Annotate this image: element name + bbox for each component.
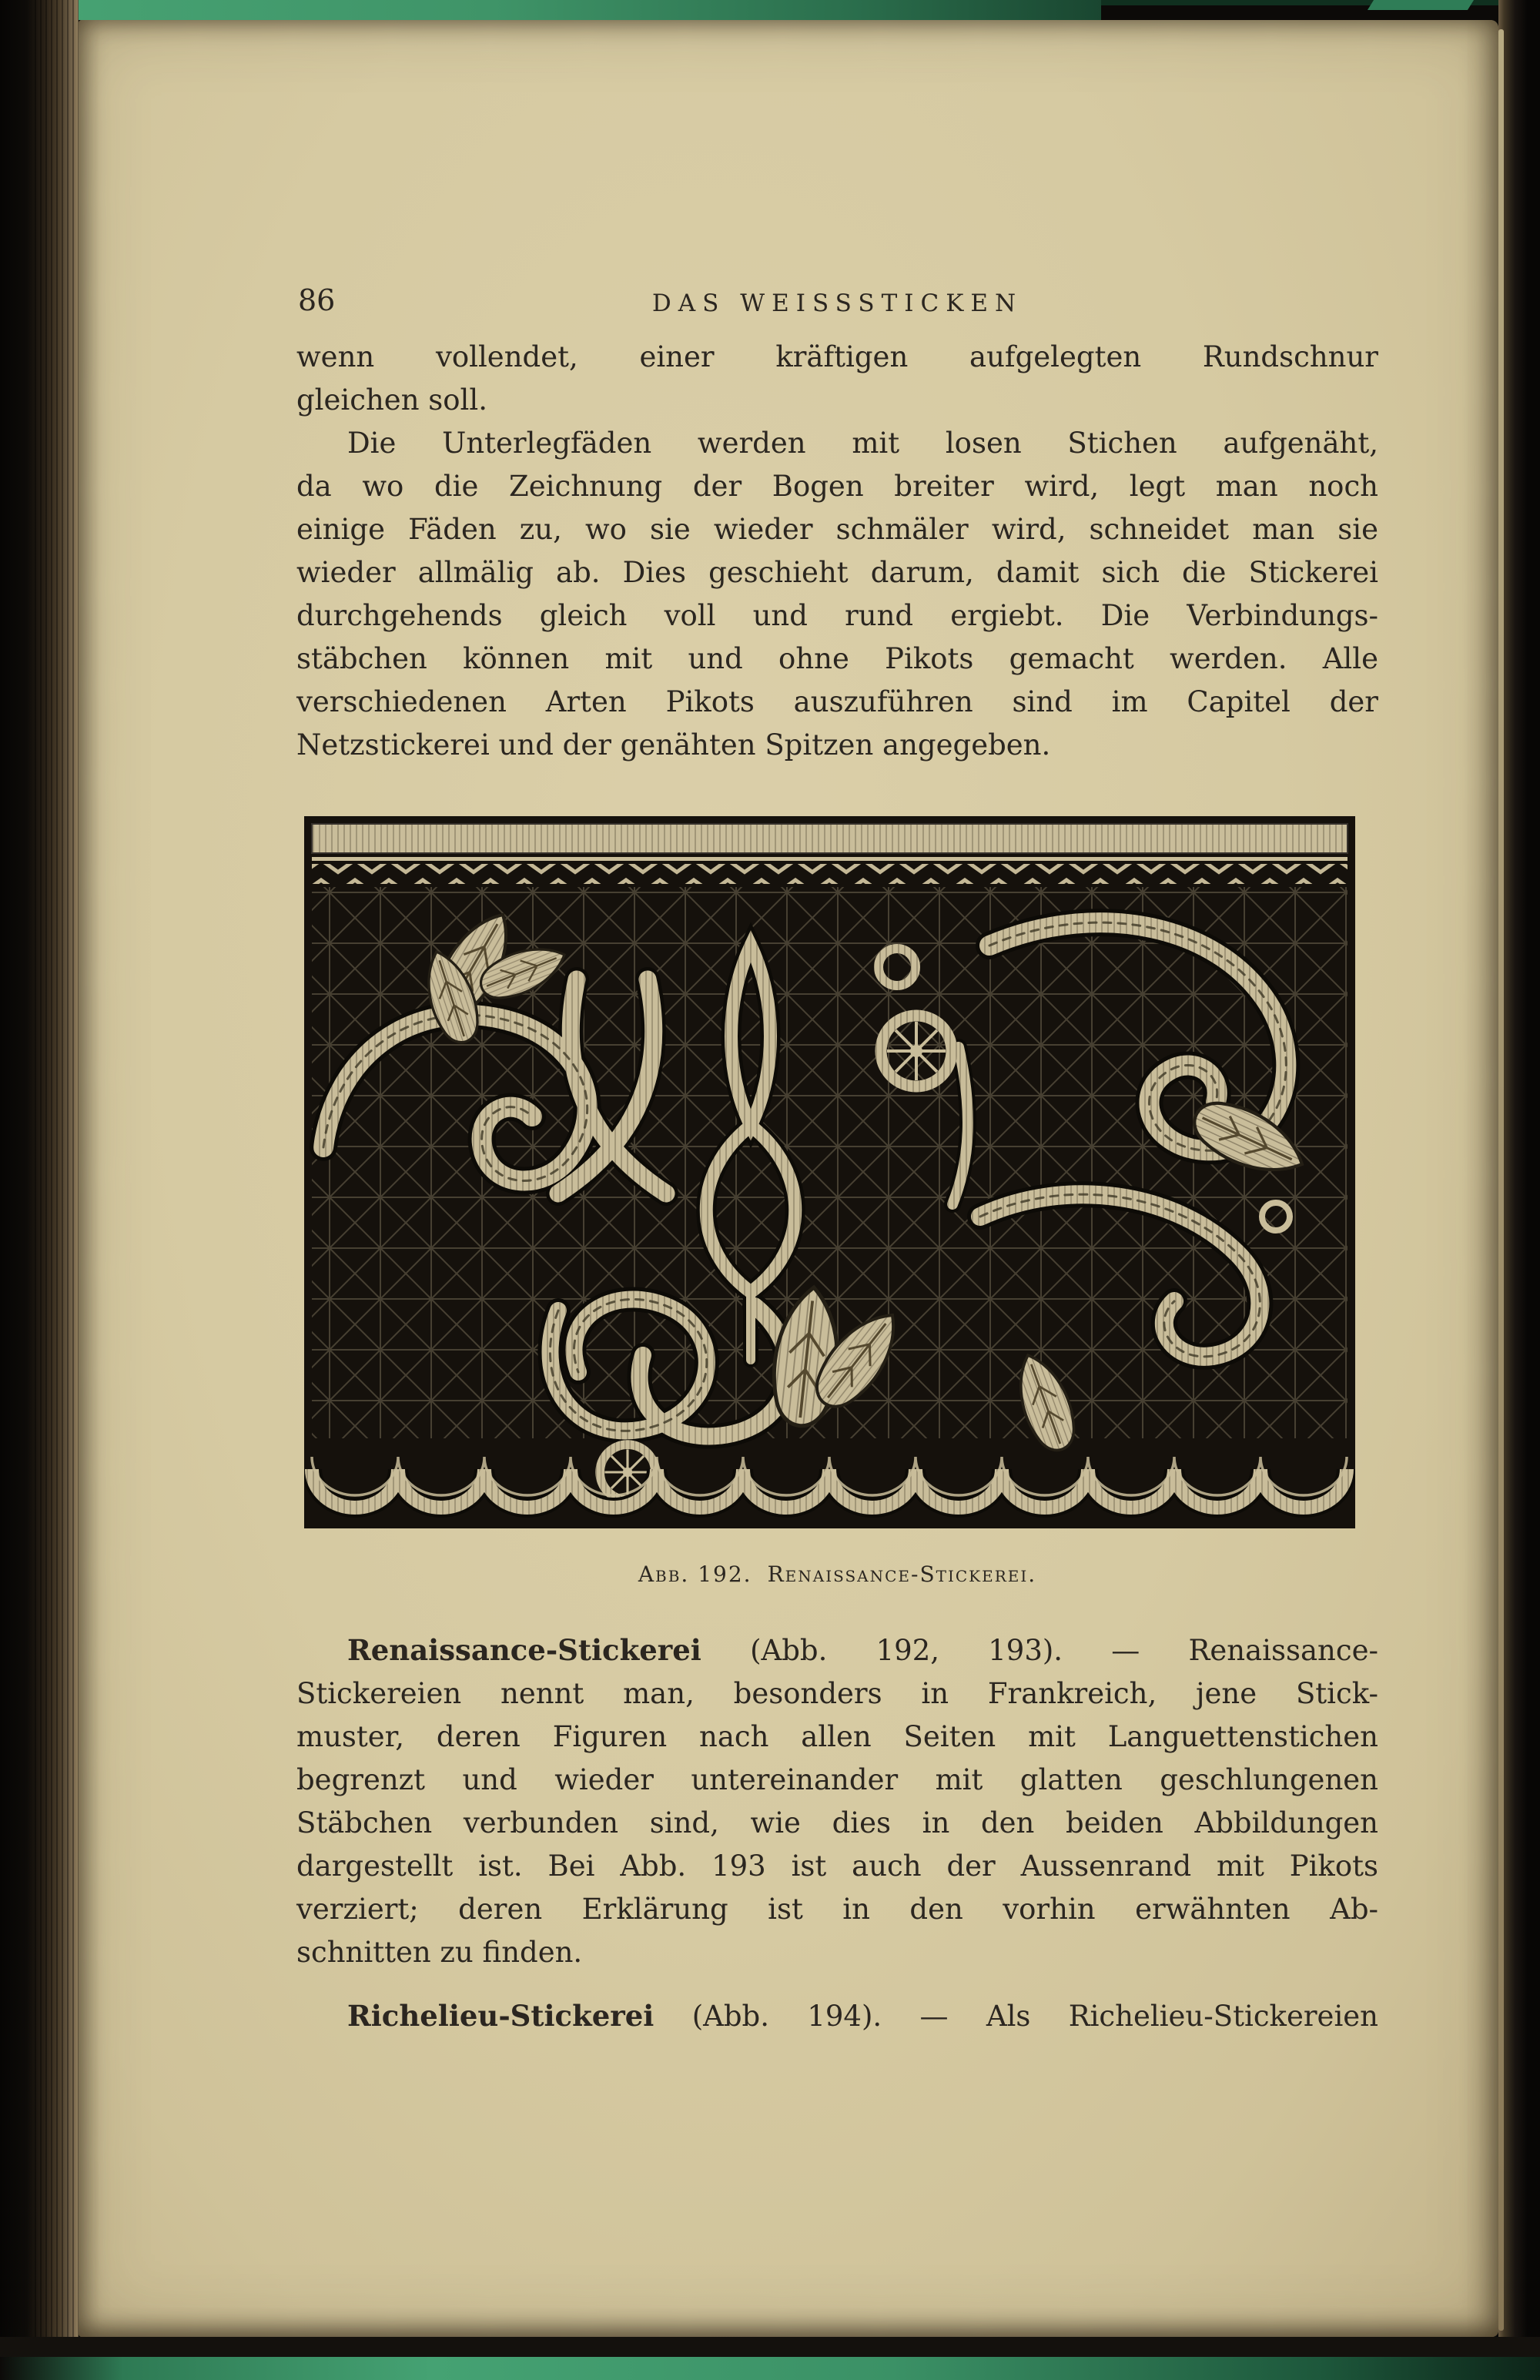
text-line: Stäbchen verbunden sind, wie dies in den beiden Abbildungen xyxy=(296,1806,1378,1839)
book-page xyxy=(79,20,1498,2337)
text-run: (Abb. 192, 193). — Renaissance- xyxy=(701,1634,1378,1667)
page-head xyxy=(296,274,1378,317)
figure-caption xyxy=(296,1561,1378,1588)
running-header: DAS WEISSSTICKEN xyxy=(651,290,1023,317)
text-line: einige Fäden zu, wo sie wieder schmäler wird, schneidet man sie xyxy=(296,513,1378,546)
paragraph-continuation xyxy=(296,336,1378,422)
paragraph-renaissance xyxy=(296,1629,1378,1974)
text-line: durchgehends gleich voll und rund ergiebt. Die Verbindungs- xyxy=(296,599,1378,632)
page-block-left-edge xyxy=(0,0,79,2380)
book-cover-bottom-edge xyxy=(0,2357,1540,2380)
text-line: verziert; deren Erklärung ist in den vorhin erwähnten Ab- xyxy=(296,1893,1378,1926)
text-line: verschiedenen Arten Pikots auszuführen sind im Capitel der xyxy=(296,685,1378,718)
page-block-right-edge xyxy=(1498,0,1540,2380)
text-line: schnitten zu finden. xyxy=(296,1936,583,1969)
figure-top-band xyxy=(312,824,1348,884)
text-line: da wo die Zeichnung der Bogen breiter wird, legt man noch xyxy=(296,470,1378,503)
text-line: dargestellt ist. Bei Abb. 193 ist auch der Aussenrand mit Pikots xyxy=(296,1849,1378,1883)
paragraph-richelieu xyxy=(296,1994,1378,2038)
embroidery-figure xyxy=(304,816,1355,1528)
page-number: 86 xyxy=(298,283,336,317)
text-line: gleichen soll. xyxy=(296,383,487,417)
figure-caption-label: Abb. 192. xyxy=(638,1562,752,1587)
text-line xyxy=(296,1994,1378,2038)
figure-zigzag-band xyxy=(312,864,1348,884)
text-line: Netzstickerei und der genähten Spitzen angegeben. xyxy=(296,728,1051,762)
paragraph-unterlegfaeden xyxy=(296,422,1378,767)
embroidery-illustration xyxy=(304,816,1355,1528)
text-run: (Abb. 194). — Als Richelieu-Stickereien xyxy=(654,2000,1378,2033)
paragraph-lead-richelieu: Richelieu-Stickerei xyxy=(347,1999,654,2033)
text-line: wenn vollendet, einer kräftigen aufgelegten Rundschnur xyxy=(296,340,1378,373)
text-line xyxy=(296,1629,1378,1672)
page-block-bottom-shadow xyxy=(0,2337,1540,2357)
text-line: wieder allmälig ab. Dies geschieht darum, damit sich die Stickerei xyxy=(296,556,1378,589)
text-line: stäbchen können mit und ohne Pikots gemacht werden. Alle xyxy=(296,642,1378,675)
text-line: begrenzt und wieder untereinander mit glatten geschlungenen xyxy=(296,1763,1378,1796)
text-line: Die Unterlegfäden werden mit losen Stichen aufgenäht, xyxy=(347,427,1378,460)
text-line: Stickereien nennt man, besonders in Frankreich, jene Stick- xyxy=(296,1677,1378,1710)
figure-caption-title: Renaissance-Stickerei. xyxy=(767,1562,1037,1587)
paragraph-lead-renaissance: Renaissance-Stickerei xyxy=(347,1633,701,1667)
text-column xyxy=(296,274,1378,2038)
text-line: muster, deren Figuren nach allen Seiten mit Languettenstichen xyxy=(296,1720,1378,1753)
